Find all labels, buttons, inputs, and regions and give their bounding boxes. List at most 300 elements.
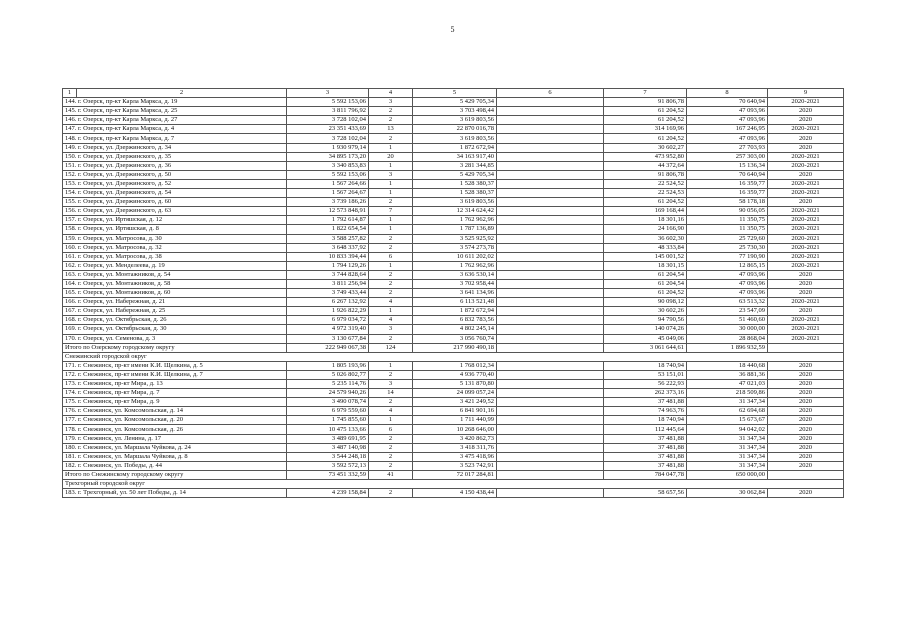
count-cell: 2 [369, 270, 413, 279]
address: г. Озерск, ул. Октябрьская, д. 30 [78, 325, 167, 333]
address: г. Озерск, ул. Монтажников, д. 58 [78, 280, 171, 288]
col6-cell [497, 389, 604, 398]
cost-total-cell: 6 267 132,92 [287, 298, 369, 307]
cost-col7-cell: 22 524,52 [604, 179, 687, 188]
period-cell: 2020-2021 [768, 98, 844, 107]
count-cell: 2 [369, 107, 413, 116]
cost-total-cell: 3 490 078,74 [287, 398, 369, 407]
section-row [63, 480, 844, 489]
table-row [63, 279, 844, 288]
cost-total-cell: 1 794 129,26 [287, 261, 369, 270]
col6-cell [497, 279, 604, 288]
row-number: 148. [65, 134, 77, 142]
cost-col7-cell: 18 301,15 [604, 261, 687, 270]
cost-works-cell: 3 523 742,91 [413, 461, 497, 470]
period-cell: 2020 [768, 443, 844, 452]
cost-total-cell: 3 648 337,92 [287, 243, 369, 252]
col6-cell [497, 425, 604, 434]
row-number-cell [63, 225, 287, 234]
row-number: 172. [65, 370, 77, 378]
table-row [63, 207, 844, 216]
cost-total-cell: 6 979 559,60 [287, 407, 369, 416]
cost-total-cell: 1 805 193,96 [287, 361, 369, 370]
col6-cell [497, 143, 604, 152]
cost-total-cell: 1 930 979,14 [287, 143, 369, 152]
cost-col7-cell: 61 204,54 [604, 270, 687, 279]
period-cell: 2020 [768, 307, 844, 316]
cost-col8-cell: 25 729,60 [687, 234, 768, 243]
col6-cell [497, 98, 604, 107]
cost-col7-cell: 262 373,16 [604, 389, 687, 398]
count-cell: 2 [369, 198, 413, 207]
period-cell: 2020 [768, 370, 844, 379]
period-cell: 2020 [768, 107, 844, 116]
cost-works-cell: 10 268 646,00 [413, 425, 497, 434]
cost-col8-cell: 63 513,32 [687, 298, 768, 307]
row-number-cell [63, 161, 287, 170]
col6-cell [497, 252, 604, 261]
cost-works-cell: 4 150 438,44 [413, 489, 497, 498]
cost-total-cell: 3 749 433,44 [287, 289, 369, 298]
row-number-cell [63, 134, 287, 143]
row-number-cell [63, 270, 287, 279]
count-cell: 1 [369, 216, 413, 225]
address: г. Озерск, ул. Дзержинского, д. 36 [78, 161, 172, 169]
cost-total-cell: 3 588 257,82 [287, 234, 369, 243]
cost-works-cell: 3 619 803,56 [413, 134, 497, 143]
period-cell: 2020 [768, 434, 844, 443]
row-number-cell [63, 489, 287, 498]
table-row [63, 152, 844, 161]
table-row [63, 443, 844, 452]
row-number-cell [63, 98, 287, 107]
section-label: Трехгорный городской округ [63, 480, 844, 489]
count-cell: 3 [369, 98, 413, 107]
address: г. Озерск, пр-кт Карла Маркса, д. 4 [78, 125, 175, 133]
cost-col8-cell: 70 640,94 [687, 170, 768, 179]
table-row [63, 461, 844, 470]
cost-works-cell: 3 619 803,56 [413, 198, 497, 207]
period-cell: 2020 [768, 425, 844, 434]
section-row [63, 352, 844, 361]
period-cell: 2020-2021 [768, 189, 844, 198]
row-number-cell [63, 307, 287, 316]
cost-col8-cell: 47 093,96 [687, 107, 768, 116]
col6-cell [497, 416, 604, 425]
period-cell: 2020-2021 [768, 179, 844, 188]
col6-cell [497, 116, 604, 125]
row-number-cell [63, 116, 287, 125]
cost-col8-cell: 650 000,00 [687, 470, 768, 479]
address: г. Озерск, ул. Семенова, д. 3 [78, 334, 156, 342]
address: г. Снежинск, ул. Комсомольская, д. 20 [78, 416, 183, 424]
cost-total-cell: 1 822 654,54 [287, 225, 369, 234]
row-number: 173. [65, 380, 77, 388]
table-row [63, 234, 844, 243]
cost-col7-cell: 90 098,12 [604, 298, 687, 307]
cost-col8-cell: 167 246,95 [687, 125, 768, 134]
row-number: 175. [65, 398, 77, 406]
col6-cell [497, 134, 604, 143]
count-cell: 6 [369, 425, 413, 434]
row-number: 179. [65, 434, 77, 442]
cost-works-cell: 1 528 380,37 [413, 189, 497, 198]
row-number: 145. [65, 107, 77, 115]
period-cell: 2020 [768, 170, 844, 179]
cost-works-cell: 3 574 273,78 [413, 243, 497, 252]
count-cell: 2 [369, 443, 413, 452]
period-cell: 2020-2021 [768, 225, 844, 234]
address: г. Озерск, ул. Монтажников, д. 54 [78, 270, 171, 278]
row-number: 151. [65, 161, 77, 169]
count-cell: 4 [369, 407, 413, 416]
count-cell: 1 [369, 307, 413, 316]
cost-total-cell: 5 592 153,06 [287, 98, 369, 107]
cost-works-cell: 3 641 134,96 [413, 289, 497, 298]
cost-col7-cell: 74 963,76 [604, 407, 687, 416]
cost-col8-cell: 47 021,03 [687, 380, 768, 389]
cost-total-cell: 12 573 848,91 [287, 207, 369, 216]
cost-works-cell: 3 702 958,44 [413, 279, 497, 288]
cost-col8-cell: 15 673,67 [687, 416, 768, 425]
col6-cell [497, 207, 604, 216]
period-cell: 2020 [768, 380, 844, 389]
address: г. Снежинск, пр-кт Мира, д. 7 [78, 389, 160, 397]
col6-cell [497, 443, 604, 452]
period-cell: 2020-2021 [768, 234, 844, 243]
count-cell: 1 [369, 225, 413, 234]
cost-works-cell: 3 056 760,74 [413, 334, 497, 343]
period-cell: 2020 [768, 134, 844, 143]
col6-cell [497, 125, 604, 134]
cost-total-cell: 23 351 433,69 [287, 125, 369, 134]
cost-col8-cell: 12 865,15 [687, 261, 768, 270]
address: г. Озерск, ул. Иртяшская, д. 12 [78, 216, 163, 224]
cost-works-cell: 72 017 284,81 [413, 470, 497, 479]
cost-col7-cell: 140 074,26 [604, 325, 687, 334]
row-number-cell [63, 170, 287, 179]
row-number-cell [63, 298, 287, 307]
row-number: 170. [65, 334, 77, 342]
cost-col7-cell: 784 047,78 [604, 470, 687, 479]
table-row [63, 243, 844, 252]
period-cell: 2020 [768, 279, 844, 288]
period-cell [768, 470, 844, 479]
cost-col7-cell: 61 204,52 [604, 107, 687, 116]
header-cell: 2 [77, 89, 287, 98]
cost-works-cell: 3 636 530,14 [413, 270, 497, 279]
total-row [63, 470, 844, 479]
cost-col8-cell: 47 093,96 [687, 116, 768, 125]
row-number-cell [63, 107, 287, 116]
cost-works-cell: 3 619 803,56 [413, 116, 497, 125]
cost-total-cell: 1 567 264,67 [287, 189, 369, 198]
table-row [63, 452, 844, 461]
cost-col7-cell: 56 222,93 [604, 380, 687, 389]
table-row [63, 261, 844, 270]
cost-col8-cell: 1 896 932,59 [687, 343, 768, 352]
row-number-cell [63, 143, 287, 152]
col6-cell [497, 234, 604, 243]
cost-col7-cell: 91 806,78 [604, 170, 687, 179]
address: г. Озерск, пр-кт Карла Маркса, д. 19 [78, 98, 178, 106]
cost-col8-cell: 47 093,96 [687, 270, 768, 279]
header-cell: 8 [687, 89, 768, 98]
table-row [63, 143, 844, 152]
address: г. Озерск, ул. Дзержинского, д. 54 [78, 189, 172, 197]
row-number: 163. [65, 270, 77, 278]
cost-col7-cell: 45 049,06 [604, 334, 687, 343]
cost-col7-cell: 94 790,56 [604, 316, 687, 325]
cost-works-cell: 6 832 783,56 [413, 316, 497, 325]
period-cell: 2020-2021 [768, 298, 844, 307]
count-cell: 1 [369, 189, 413, 198]
count-cell: 6 [369, 252, 413, 261]
col6-cell [497, 270, 604, 279]
row-number-cell [63, 407, 287, 416]
cost-total-cell: 10 833 394,44 [287, 252, 369, 261]
address: г. Озерск, ул. Дзержинского, д. 60 [78, 198, 172, 206]
cost-col8-cell: 47 093,96 [687, 134, 768, 143]
row-number-cell [63, 380, 287, 389]
cost-col8-cell: 58 178,18 [687, 198, 768, 207]
cost-col7-cell: 37 481,88 [604, 452, 687, 461]
row-number: 181. [65, 452, 77, 460]
col6-cell [497, 380, 604, 389]
cost-works-cell: 217 990 490,18 [413, 343, 497, 352]
table-row [63, 361, 844, 370]
address: г. Снежинск, ул. Маршала Чуйкова, д. 24 [78, 443, 191, 451]
col6-cell [497, 461, 604, 470]
cost-col7-cell: 3 061 644,61 [604, 343, 687, 352]
cost-col8-cell: 77 190,90 [687, 252, 768, 261]
header-cell: 1 [63, 89, 77, 98]
table-row [63, 125, 844, 134]
cost-col8-cell: 18 440,68 [687, 361, 768, 370]
address: г. Снежинск, пр-кт Мира, д. 9 [78, 398, 160, 406]
period-cell: 2020 [768, 143, 844, 152]
cost-works-cell: 6 113 521,48 [413, 298, 497, 307]
address: г. Озерск, ул. Набережная, д. 25 [78, 307, 166, 315]
address: г. Снежинск, ул. Комсомольская, д. 14 [78, 407, 183, 415]
header-cell: 4 [369, 89, 413, 98]
cost-col8-cell: 47 093,96 [687, 289, 768, 298]
cost-total-cell: 3 544 248,18 [287, 452, 369, 461]
cost-total-cell: 73 451 332,59 [287, 470, 369, 479]
count-cell: 124 [369, 343, 413, 352]
cost-total-cell: 1 745 855,60 [287, 416, 369, 425]
count-cell: 2 [369, 234, 413, 243]
col6-cell [497, 343, 604, 352]
cost-col8-cell: 16 359,77 [687, 179, 768, 188]
table-row [63, 179, 844, 188]
cost-col8-cell: 31 347,34 [687, 434, 768, 443]
row-number-cell [63, 152, 287, 161]
count-cell: 4 [369, 298, 413, 307]
row-number-cell [63, 261, 287, 270]
cost-total-cell: 5 026 802,77 [287, 370, 369, 379]
cost-col7-cell: 61 204,54 [604, 279, 687, 288]
count-cell: 1 [369, 261, 413, 270]
col6-cell [497, 289, 604, 298]
cost-col8-cell: 16 359,77 [687, 189, 768, 198]
row-number: 174. [65, 389, 77, 397]
cost-col7-cell: 37 481,88 [604, 443, 687, 452]
period-cell: 2020-2021 [768, 325, 844, 334]
col6-cell [497, 107, 604, 116]
cost-col8-cell: 31 347,34 [687, 461, 768, 470]
row-number: 149. [65, 143, 77, 151]
cost-col7-cell: 145 001,52 [604, 252, 687, 261]
row-number-cell [63, 434, 287, 443]
period-cell: 2020-2021 [768, 207, 844, 216]
cost-total-cell: 3 487 140,98 [287, 443, 369, 452]
count-cell: 7 [369, 207, 413, 216]
cost-works-cell: 4 802 245,14 [413, 325, 497, 334]
period-cell: 2020-2021 [768, 125, 844, 134]
count-cell: 2 [369, 243, 413, 252]
cost-col8-cell: 30 000,00 [687, 325, 768, 334]
cost-total-cell: 1 567 264,66 [287, 179, 369, 188]
row-number: 168. [65, 316, 77, 324]
count-cell: 3 [369, 325, 413, 334]
cost-works-cell: 5 131 870,80 [413, 380, 497, 389]
cost-works-cell: 1 872 672,94 [413, 307, 497, 316]
col6-cell [497, 452, 604, 461]
cost-works-cell: 3 421 249,52 [413, 398, 497, 407]
row-number-cell [63, 325, 287, 334]
count-cell: 2 [369, 398, 413, 407]
header-row [63, 89, 844, 98]
address: г. Озерск, ул. Октябрьская, д. 26 [78, 316, 167, 324]
period-cell: 2020-2021 [768, 216, 844, 225]
count-cell: 2 [369, 370, 413, 379]
cost-col7-cell: 91 806,78 [604, 98, 687, 107]
col6-cell [497, 316, 604, 325]
row-number: 144. [65, 98, 77, 106]
address: г. Озерск, ул. Матросова, д. 38 [78, 252, 162, 260]
period-cell: 2020 [768, 116, 844, 125]
row-number-cell [63, 389, 287, 398]
cost-works-cell: 22 870 016,78 [413, 125, 497, 134]
cost-col7-cell: 48 333,84 [604, 243, 687, 252]
address: г. Снежинск, ул. Комсомольская, д. 26 [78, 425, 183, 433]
address: г. Озерск, пр-кт Карла Маркса, д. 25 [78, 107, 178, 115]
address: г. Снежинск, ул. Победы, д. 44 [78, 461, 163, 469]
header-cell: 6 [497, 89, 604, 98]
period-cell: 2020 [768, 416, 844, 425]
row-number: 162. [65, 261, 77, 269]
cost-works-cell: 1 528 380,37 [413, 179, 497, 188]
cost-col7-cell: 53 151,01 [604, 370, 687, 379]
row-number-cell [63, 207, 287, 216]
cost-total-cell: 3 728 102,04 [287, 116, 369, 125]
cost-col8-cell: 31 347,34 [687, 398, 768, 407]
count-cell: 2 [369, 134, 413, 143]
cost-works-cell: 1 872 672,94 [413, 143, 497, 152]
period-cell: 2020 [768, 270, 844, 279]
count-cell: 1 [369, 161, 413, 170]
count-cell: 1 [369, 361, 413, 370]
row-number: 166. [65, 298, 77, 306]
period-cell: 2020 [768, 389, 844, 398]
table-row [63, 380, 844, 389]
col6-cell [497, 152, 604, 161]
cost-col7-cell: 22 524,53 [604, 189, 687, 198]
cost-col7-cell: 18 740,94 [604, 416, 687, 425]
cost-col8-cell: 31 347,34 [687, 443, 768, 452]
address: г. Озерск, ул. Дзержинского, д. 50 [78, 170, 172, 178]
cost-works-cell: 3 703 498,44 [413, 107, 497, 116]
cost-works-cell: 1 787 136,89 [413, 225, 497, 234]
address: г. Озерск, ул. Иртяшская, д. 8 [78, 225, 159, 233]
row-number: 146. [65, 116, 77, 124]
col6-cell [497, 243, 604, 252]
cost-total-cell: 5 592 153,06 [287, 170, 369, 179]
row-number-cell [63, 425, 287, 434]
period-cell: 2020-2021 [768, 152, 844, 161]
cost-col7-cell: 30 602,26 [604, 307, 687, 316]
address: г. Снежинск, ул. Ленина, д. 17 [78, 434, 161, 442]
header-cell: 7 [604, 89, 687, 98]
address: г. Озерск, ул. Дзержинского, д. 35 [78, 152, 172, 160]
table-row [63, 216, 844, 225]
address: г. Озерск, ул. Матросова, д. 32 [78, 243, 162, 251]
row-number: 165. [65, 289, 77, 297]
address: г. Озерск, пр-кт Карла Маркса, д. 7 [78, 134, 175, 142]
col6-cell [497, 434, 604, 443]
table-row [63, 425, 844, 434]
cost-works-cell: 4 936 770,40 [413, 370, 497, 379]
cost-col8-cell: 25 730,30 [687, 243, 768, 252]
col6-cell [497, 370, 604, 379]
cost-col7-cell: 18 301,16 [604, 216, 687, 225]
cost-col7-cell: 169 168,44 [604, 207, 687, 216]
cost-total-cell: 3 739 186,26 [287, 198, 369, 207]
col6-cell [497, 334, 604, 343]
cost-col8-cell: 15 136,34 [687, 161, 768, 170]
cost-total-cell: 222 949 067,38 [287, 343, 369, 352]
cost-col8-cell: 62 694,68 [687, 407, 768, 416]
col6-cell [497, 225, 604, 234]
cost-col7-cell: 61 204,52 [604, 116, 687, 125]
table-row [63, 307, 844, 316]
period-cell: 2020 [768, 198, 844, 207]
cost-works-cell: 3 420 862,73 [413, 434, 497, 443]
row-number: 178. [65, 425, 77, 433]
address: г. Снежинск, пр-кт имени К.И. Щелкина, д. 7 [78, 370, 203, 378]
col6-cell [497, 470, 604, 479]
count-cell: 2 [369, 116, 413, 125]
col6-cell [497, 261, 604, 270]
row-number-cell [63, 289, 287, 298]
period-cell: 2020-2021 [768, 334, 844, 343]
cost-works-cell: 1 762 962,96 [413, 261, 497, 270]
row-number-cell [63, 198, 287, 207]
count-cell: 14 [369, 389, 413, 398]
table-row [63, 334, 844, 343]
cost-works-cell: 24 099 057,24 [413, 389, 497, 398]
houses-table [62, 88, 844, 498]
table-row [63, 316, 844, 325]
cost-col7-cell: 61 204,52 [604, 289, 687, 298]
count-cell: 2 [369, 489, 413, 498]
count-cell: 1 [369, 416, 413, 425]
cost-works-cell: 10 611 202,02 [413, 252, 497, 261]
count-cell: 2 [369, 452, 413, 461]
row-number-cell [63, 243, 287, 252]
row-number: 147. [65, 125, 77, 133]
